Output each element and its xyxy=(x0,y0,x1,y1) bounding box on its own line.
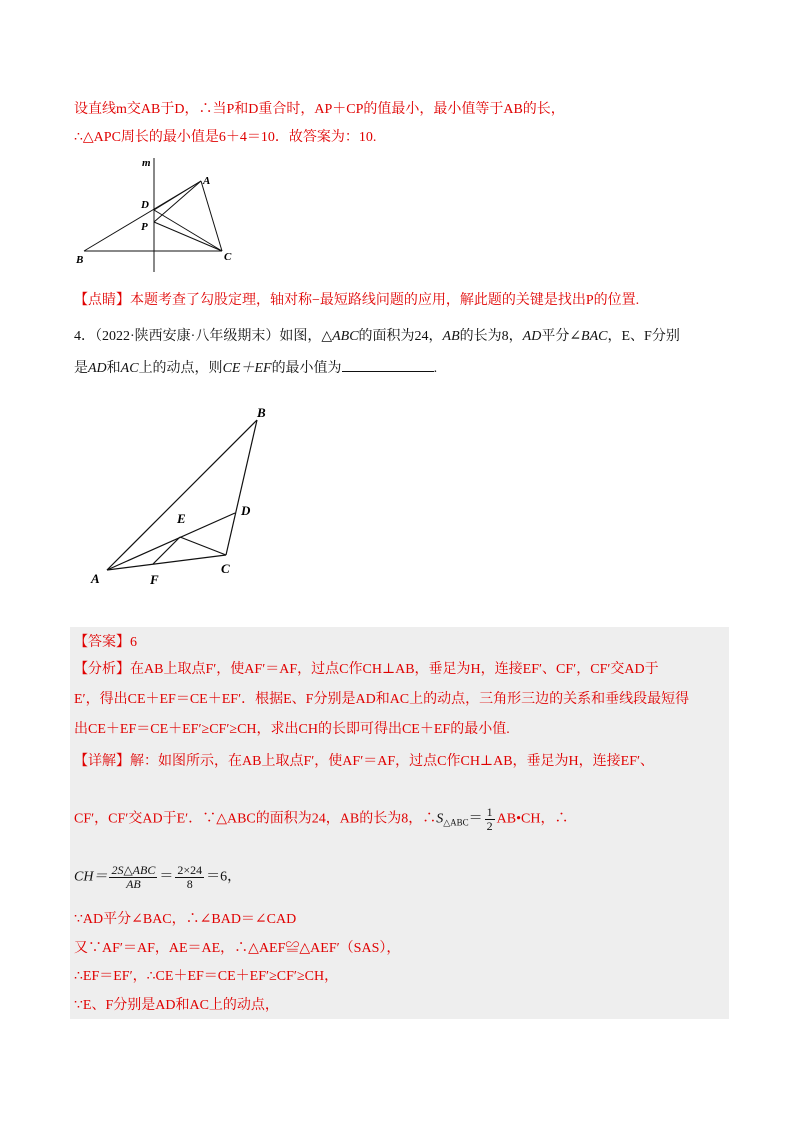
math-ab: AB xyxy=(442,329,460,344)
problem-text: 的长为8， xyxy=(459,329,523,344)
math-ch: CH＝ xyxy=(74,869,108,885)
figure-triangle-abc xyxy=(85,395,285,595)
problem-line-2 xyxy=(74,357,437,379)
detail-line-4: ∵AD平分∠BAC，∴∠BAD＝∠CAD xyxy=(74,912,297,927)
detail-text: 解：如图所示，在AB上取点F′，使AF′＝AF，过点C作CH⊥AB，垂足为H，连接EF′、 xyxy=(130,754,655,769)
comment-line: 【点睛】本题考查了勾股定理，轴对称−最短路线问题的应用，解此题的关键是找出P的位置. xyxy=(74,293,640,308)
figure-triangle-apc xyxy=(70,150,250,275)
segment-pc xyxy=(154,222,222,251)
label-d: D xyxy=(241,503,251,518)
label-a: A xyxy=(91,571,100,586)
label-c: C xyxy=(221,561,230,576)
label-b: B xyxy=(76,254,84,266)
analysis-tag: 【分析】 xyxy=(74,662,130,677)
math-angle-bac: ∠BAC xyxy=(569,329,608,344)
math-s: S xyxy=(436,811,444,827)
detail-text: CF′，CF′交AD于E′．∵△ABC的面积为24，AB的长为8，∴ xyxy=(74,811,437,827)
detail-line-5: 又∵AF′＝AF，AE＝AE，∴△AEF≌△AEF′（SAS）， xyxy=(74,941,401,956)
problem-line-1 xyxy=(74,327,680,347)
fraction-denominator: AB xyxy=(126,877,141,891)
detail-line-2 xyxy=(74,806,568,833)
detail-line-7: ∵E、F分别是AD和AC上的动点， xyxy=(74,998,279,1013)
problem-text: 的最小值为 xyxy=(271,361,342,376)
fraction-denominator: 2 xyxy=(486,819,493,833)
math-eq: ＝ xyxy=(468,811,483,827)
detail-text: ＝6， xyxy=(206,869,242,885)
math-triangle-abc: △ABC xyxy=(321,329,359,344)
fraction-numerator: 2×24 xyxy=(177,863,203,877)
answer-value: 6 xyxy=(130,635,137,650)
label-e: E xyxy=(177,511,186,526)
math-ac: AC xyxy=(120,361,139,376)
fraction-area xyxy=(109,864,157,891)
math-eq: ＝ xyxy=(159,869,174,885)
answer-line xyxy=(74,633,137,653)
fraction-numerator: 2S△ABC xyxy=(111,863,156,877)
label-d: D xyxy=(141,199,149,211)
segment-ef xyxy=(153,537,180,564)
math-ce-ef: CE＋EF xyxy=(222,361,272,376)
solution-line-1: 设直线m交AB于D，∴当P和D重合时，AP＋CP的值最小，最小值等于AB的长， xyxy=(74,102,565,117)
math-ad: AD xyxy=(522,329,542,344)
answer-blank xyxy=(342,357,434,372)
analysis-text: 在AB上取点F′，使AF′＝AF，过点C作CH⊥AB，垂足为H，连接EF′、CF′，CF′交AD于 xyxy=(130,662,659,677)
problem-text: 平分 xyxy=(541,329,570,344)
segment-pa xyxy=(154,181,201,222)
math-ad: AD xyxy=(88,361,107,376)
segment-ab xyxy=(107,420,257,570)
fraction-half xyxy=(485,806,495,833)
problem-text: 上的动点，则 xyxy=(138,361,223,376)
detail-line-3 xyxy=(74,864,241,891)
segment-bc xyxy=(226,420,257,555)
detail-line-6: ∴EF＝EF′，∴CE＋EF＝CE＋EF′≥CF′≥CH， xyxy=(74,969,339,984)
problem-number: 4． xyxy=(74,329,95,344)
problem-text: 是 xyxy=(74,361,88,376)
segment-da xyxy=(154,181,201,210)
analysis-line-3: 出CE＋EF＝CE＋EF′≥CF′≥CH，求出CH的长即可得出CE＋EF的最小值. xyxy=(74,722,510,737)
label-c: C xyxy=(224,251,232,263)
problem-text: . xyxy=(433,361,438,376)
fraction-value xyxy=(175,864,204,891)
label-m: m xyxy=(142,157,151,169)
label-p: P xyxy=(141,221,148,233)
label-f: F xyxy=(150,572,159,587)
answer-tag: 【答案】 xyxy=(74,635,130,650)
math-subscript: △ABC xyxy=(443,817,469,828)
detail-tag: 【详解】 xyxy=(74,754,130,769)
label-b: B xyxy=(257,405,266,420)
analysis-line-2: E′，得出CE＋EF＝CE＋EF′．根据E、F分别是AD和AC上的动点，三角形三边的关系和垂线段最短得 xyxy=(74,692,690,707)
fraction-denominator: 8 xyxy=(186,877,193,891)
problem-source: （2022·陕西安康·八年级期末）如图， xyxy=(95,329,322,344)
problem-text: 和 xyxy=(106,361,121,376)
problem-text: 的面积为24， xyxy=(358,329,443,344)
label-a: A xyxy=(203,175,211,187)
analysis-line-1 xyxy=(74,660,659,680)
detail-text: AB•CH，∴ xyxy=(496,811,569,827)
problem-text: ，E、F分别 xyxy=(607,329,680,344)
fraction-numerator: 1 xyxy=(486,805,493,819)
segment-ec xyxy=(180,537,226,555)
solution-line-2: ∴△APC周长的最小值是6＋4＝10．故答案为：10. xyxy=(74,130,377,145)
detail-line-1 xyxy=(74,752,654,772)
